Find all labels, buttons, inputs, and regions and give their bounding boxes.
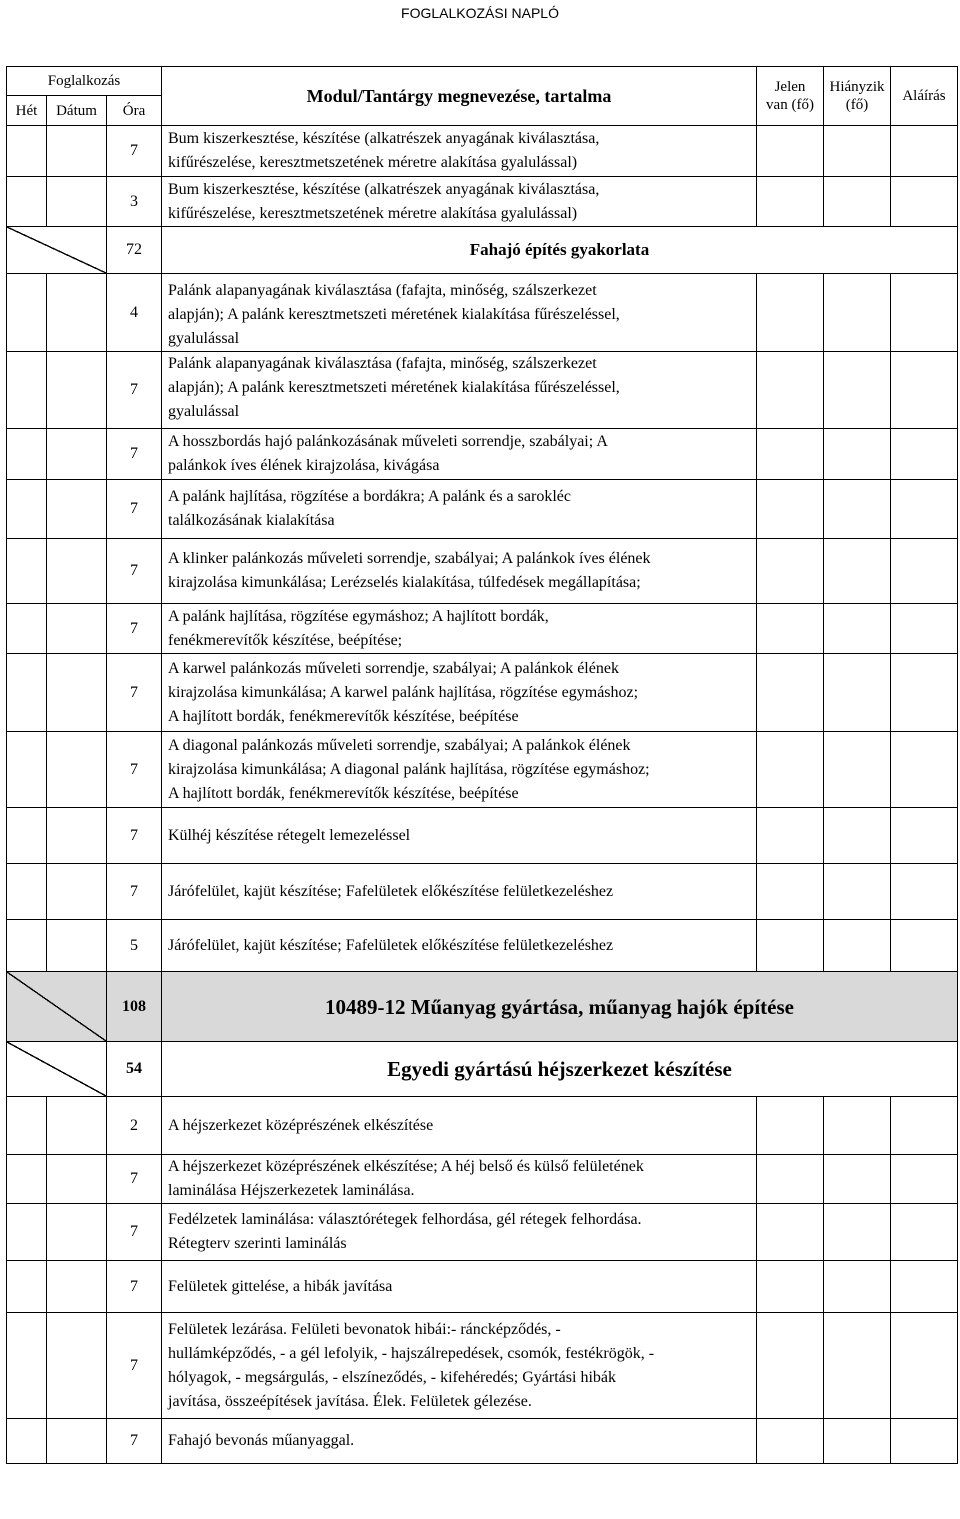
training-log-table (6, 66, 958, 1464)
hours-cell: 3 (107, 177, 162, 227)
hours-cell: 7 (107, 539, 162, 604)
date-cell (47, 1204, 107, 1261)
description-line: Külhéj készítése rétegelt lemezeléssel (168, 826, 411, 844)
hours-cell: 7 (107, 352, 162, 429)
description-line: A hajlított bordák, fenékmerevítők készítése, beépítése (168, 707, 519, 725)
description-line: A karwel palánkozás műveleti sorrendje, szabályai; A palánkok élének (168, 659, 619, 677)
absent-cell (824, 1155, 891, 1204)
week-cell (7, 864, 47, 920)
present-cell (757, 274, 824, 352)
hours-cell: 7 (107, 1313, 162, 1419)
description-line: találkozásának kialakítása (168, 512, 335, 529)
header-absent (824, 67, 891, 126)
absent-cell (824, 1261, 891, 1313)
hours-cell: 7 (107, 808, 162, 864)
date-cell (47, 1097, 107, 1155)
date-cell (47, 352, 107, 429)
week-cell (7, 1155, 47, 1204)
description-line: A diagonal palánkozás műveleti sorrendje, szabályai; A palánkok élének (168, 736, 631, 754)
description-line: Palánk alapanyagának kiválasztása (fafajta, minőség, szálszerkezet (168, 355, 597, 372)
signature-cell (891, 1261, 958, 1313)
table-row (7, 274, 958, 352)
diagonal-divider (7, 227, 107, 274)
header-row-1 (7, 67, 958, 96)
header-present-line2: van (fő) (766, 97, 814, 113)
description-line: hólyagok, - megsárgulás, - elszíneződés, - kifehéredés; Gyártási hibák (168, 1368, 616, 1386)
signature-cell (891, 177, 958, 227)
present-cell (757, 920, 824, 972)
date-cell (47, 126, 107, 177)
absent-cell (824, 808, 891, 864)
description-line: A hosszbordás hajó palánkozásának műveleti sorrendje, szabályai; A (168, 433, 608, 450)
absent-cell (824, 1419, 891, 1464)
description-line: javítása, összeépítések javítása. Élek. Felületek gélezése. (168, 1392, 532, 1410)
signature-cell (891, 1313, 958, 1419)
date-cell (47, 480, 107, 539)
header-date: Dátum (47, 96, 107, 126)
absent-cell (824, 1204, 891, 1261)
table-row (7, 1313, 958, 1419)
table-row (7, 177, 958, 227)
date-cell (47, 732, 107, 808)
week-cell (7, 126, 47, 177)
table-row (7, 604, 958, 654)
present-cell (757, 480, 824, 539)
header-week: Hét (7, 96, 47, 126)
date-cell (47, 654, 107, 732)
lesson-description (162, 429, 757, 480)
date-cell (47, 1155, 107, 1204)
description-line: Felületek lezárása. Felületi bevonatok hibái:- ráncképződés, - (168, 1320, 561, 1338)
lesson-description (162, 732, 757, 808)
hours-cell: 7 (107, 654, 162, 732)
diagonal-divider (7, 1042, 107, 1097)
header-absent-line2: (fő) (845, 97, 869, 113)
present-cell (757, 604, 824, 654)
hours-cell: 2 (107, 1097, 162, 1155)
present-cell (757, 177, 824, 227)
week-cell (7, 480, 47, 539)
description-line: kifűrészelése, keresztmetszetének méretre alakítása gyalulással) (168, 154, 578, 171)
absent-cell (824, 1313, 891, 1419)
table-row (7, 864, 958, 920)
week-cell (7, 1097, 47, 1155)
absent-cell (824, 177, 891, 227)
present-cell (757, 1155, 824, 1204)
subject-hours-cell: 54 (107, 1042, 162, 1097)
week-cell (7, 604, 47, 654)
week-cell (7, 1419, 47, 1464)
table-row (7, 920, 958, 972)
present-cell (757, 1261, 824, 1313)
signature-cell (891, 864, 958, 920)
description-line: kirajzolása kimunkálása; Lerézselés kialakítása, túlfedések megállapítása; (168, 574, 641, 591)
hours-cell: 4 (107, 274, 162, 352)
signature-cell (891, 1155, 958, 1204)
description-line: A hajlított bordák, fenékmerevítők készítése, beépítése (168, 784, 519, 802)
header-present-line1: Jelen (774, 79, 806, 95)
description-line: A palánk hajlítása, rögzítése a bordákra; A palánk és a sarokléc (168, 488, 571, 505)
absent-cell (824, 539, 891, 604)
hours-cell: 7 (107, 429, 162, 480)
lesson-description (162, 1261, 757, 1313)
present-cell (757, 1097, 824, 1155)
description-line: hullámképződés, - a gél lefolyik, - hajszálrepedések, csomók, festékrögök, - (168, 1344, 655, 1362)
present-cell (757, 429, 824, 480)
table-row (7, 1261, 958, 1313)
header-present (757, 67, 824, 126)
absent-cell (824, 604, 891, 654)
lesson-description (162, 126, 757, 177)
signature-cell (891, 604, 958, 654)
hours-cell: 7 (107, 732, 162, 808)
description-line: A héjszerkezet középrészének elkészítése (168, 1116, 434, 1134)
lesson-description (162, 1204, 757, 1261)
present-cell (757, 539, 824, 604)
present-cell (757, 352, 824, 429)
table-row (7, 480, 958, 539)
signature-cell (891, 352, 958, 429)
header-foglalkozas: Foglalkozás (7, 67, 162, 96)
table-row (7, 1204, 958, 1261)
lesson-description (162, 654, 757, 732)
lesson-description (162, 808, 757, 864)
absent-cell (824, 1097, 891, 1155)
table-body (7, 67, 958, 1464)
date-cell (47, 808, 107, 864)
week-cell (7, 429, 47, 480)
hours-cell: 7 (107, 126, 162, 177)
hours-cell: 7 (107, 1204, 162, 1261)
description-line: fenékmerevítők készítése, beépítése; (168, 631, 403, 649)
table-row (7, 1097, 958, 1155)
lesson-description (162, 1313, 757, 1419)
header-absent-line1: Hiányzik (829, 79, 885, 95)
description-line: gyalulással (168, 403, 240, 420)
signature-cell (891, 274, 958, 352)
date-cell (47, 274, 107, 352)
date-cell (47, 920, 107, 972)
absent-cell (824, 274, 891, 352)
document-title: FOGLALKOZÁSI NAPLÓ (401, 5, 559, 21)
lesson-description (162, 1097, 757, 1155)
date-cell (47, 1313, 107, 1419)
date-cell (47, 604, 107, 654)
description-line: kirajzolása kimunkálása; A karwel palánk hajlítása, rögzítése egymáshoz; (168, 683, 639, 701)
description-line: Palánk alapanyagának kiválasztása (fafajta, minőség, szálszerkezet (168, 282, 597, 299)
absent-cell (824, 352, 891, 429)
date-cell (47, 864, 107, 920)
date-cell (47, 1419, 107, 1464)
absent-cell (824, 480, 891, 539)
header-signature: Aláírás (891, 67, 958, 126)
table-row (7, 429, 958, 480)
lesson-description (162, 274, 757, 352)
week-cell (7, 177, 47, 227)
week-cell (7, 732, 47, 808)
date-cell (47, 1261, 107, 1313)
lesson-description (162, 177, 757, 227)
description-line: Rétegterv szerinti laminálás (168, 1235, 347, 1252)
subject-title: Egyedi gyártású héjszerkezet készítése (162, 1042, 958, 1097)
absent-cell (824, 732, 891, 808)
signature-cell (891, 429, 958, 480)
description-line: alapján); A palánk keresztmetszeti méretének kialakítása fűrészeléssel, (168, 306, 620, 323)
diagonal-divider (7, 972, 107, 1042)
week-cell (7, 808, 47, 864)
section-hours-cell: 72 (107, 227, 162, 274)
description-line: Járófelület, kajüt készítése; Fafelületek előkészítése felületkezeléshez (168, 936, 614, 954)
week-cell (7, 1313, 47, 1419)
section-title: Fahajó építés gyakorlata (162, 227, 958, 274)
date-cell (47, 539, 107, 604)
signature-cell (891, 1097, 958, 1155)
module-hours-cell: 108 (107, 972, 162, 1042)
description-line: Bum kiszerkesztése, készítése (alkatrészek anyagának kiválasztása, (168, 180, 600, 198)
week-cell (7, 539, 47, 604)
present-cell (757, 732, 824, 808)
present-cell (757, 808, 824, 864)
description-line: kirajzolása kimunkálása; A diagonal palánk hajlítása, rögzítése egymáshoz; (168, 760, 650, 778)
lesson-description (162, 1155, 757, 1204)
lesson-description (162, 864, 757, 920)
date-cell (47, 429, 107, 480)
week-cell (7, 920, 47, 972)
table-row (7, 1419, 958, 1464)
present-cell (757, 1419, 824, 1464)
present-cell (757, 1204, 824, 1261)
week-cell (7, 1261, 47, 1313)
signature-cell (891, 480, 958, 539)
week-cell (7, 352, 47, 429)
description-line: Bum kiszerkesztése, készítése (alkatrészek anyagának kiválasztása, (168, 130, 600, 147)
description-line: A héjszerkezet középrészének elkészítése; A héj belső és külső felületének (168, 1158, 644, 1175)
week-cell (7, 1204, 47, 1261)
table-row (7, 126, 958, 177)
absent-cell (824, 864, 891, 920)
hours-cell: 7 (107, 864, 162, 920)
header-hour: Óra (107, 96, 162, 126)
signature-cell (891, 1204, 958, 1261)
signature-cell (891, 126, 958, 177)
absent-cell (824, 654, 891, 732)
lesson-description (162, 352, 757, 429)
hours-cell: 7 (107, 1261, 162, 1313)
description-line: palánkok íves élének kirajzolása, kivágása (168, 457, 440, 474)
description-line: A palánk hajlítása, rögzítése egymáshoz; A hajlított bordák, (168, 607, 549, 625)
signature-cell (891, 808, 958, 864)
week-cell (7, 274, 47, 352)
date-cell (47, 177, 107, 227)
table-row (7, 972, 958, 1042)
description-line: Járófelület, kajüt készítése; Fafelületek előkészítése felületkezeléshez (168, 882, 614, 900)
description-line: kifűrészelése, keresztmetszetének méretre alakítása gyalulással) (168, 204, 578, 222)
lesson-description (162, 1419, 757, 1464)
description-line: laminálása Héjszerkezetek laminálása. (168, 1182, 415, 1199)
description-line: Fahajó bevonás műanyaggal. (168, 1432, 355, 1449)
lesson-description (162, 539, 757, 604)
signature-cell (891, 732, 958, 808)
description-line: alapján); A palánk keresztmetszeti méretének kialakítása fűrészeléssel, (168, 379, 620, 396)
hours-cell: 7 (107, 480, 162, 539)
description-line: A klinker palánkozás műveleti sorrendje, szabályai; A palánkok íves élének (168, 550, 651, 567)
table-row (7, 808, 958, 864)
present-cell (757, 654, 824, 732)
hours-cell: 7 (107, 1419, 162, 1464)
present-cell (757, 864, 824, 920)
lesson-description (162, 920, 757, 972)
signature-cell (891, 539, 958, 604)
table-row (7, 732, 958, 808)
week-cell (7, 654, 47, 732)
hours-cell: 7 (107, 604, 162, 654)
description-line: Fedélzetek laminálása: választórétegek felhordása, gél rétegek felhordása. (168, 1211, 642, 1228)
module-title: 10489-12 Műanyag gyártása, műanyag hajók építése (162, 972, 958, 1042)
hours-cell: 5 (107, 920, 162, 972)
lesson-description (162, 480, 757, 539)
table-row (7, 654, 958, 732)
hours-cell: 7 (107, 1155, 162, 1204)
table-row (7, 227, 958, 274)
signature-cell (891, 654, 958, 732)
header-subject: Modul/Tantárgy megnevezése, tartalma (162, 67, 757, 126)
description-line: Felületek gittelése, a hibák javítása (168, 1277, 393, 1295)
table-row (7, 1042, 958, 1097)
present-cell (757, 1313, 824, 1419)
signature-cell (891, 920, 958, 972)
signature-cell (891, 1419, 958, 1464)
absent-cell (824, 920, 891, 972)
lesson-description (162, 604, 757, 654)
table-row (7, 539, 958, 604)
present-cell (757, 126, 824, 177)
table-row (7, 1155, 958, 1204)
absent-cell (824, 429, 891, 480)
description-line: gyalulással (168, 330, 240, 347)
table-row (7, 352, 958, 429)
absent-cell (824, 126, 891, 177)
